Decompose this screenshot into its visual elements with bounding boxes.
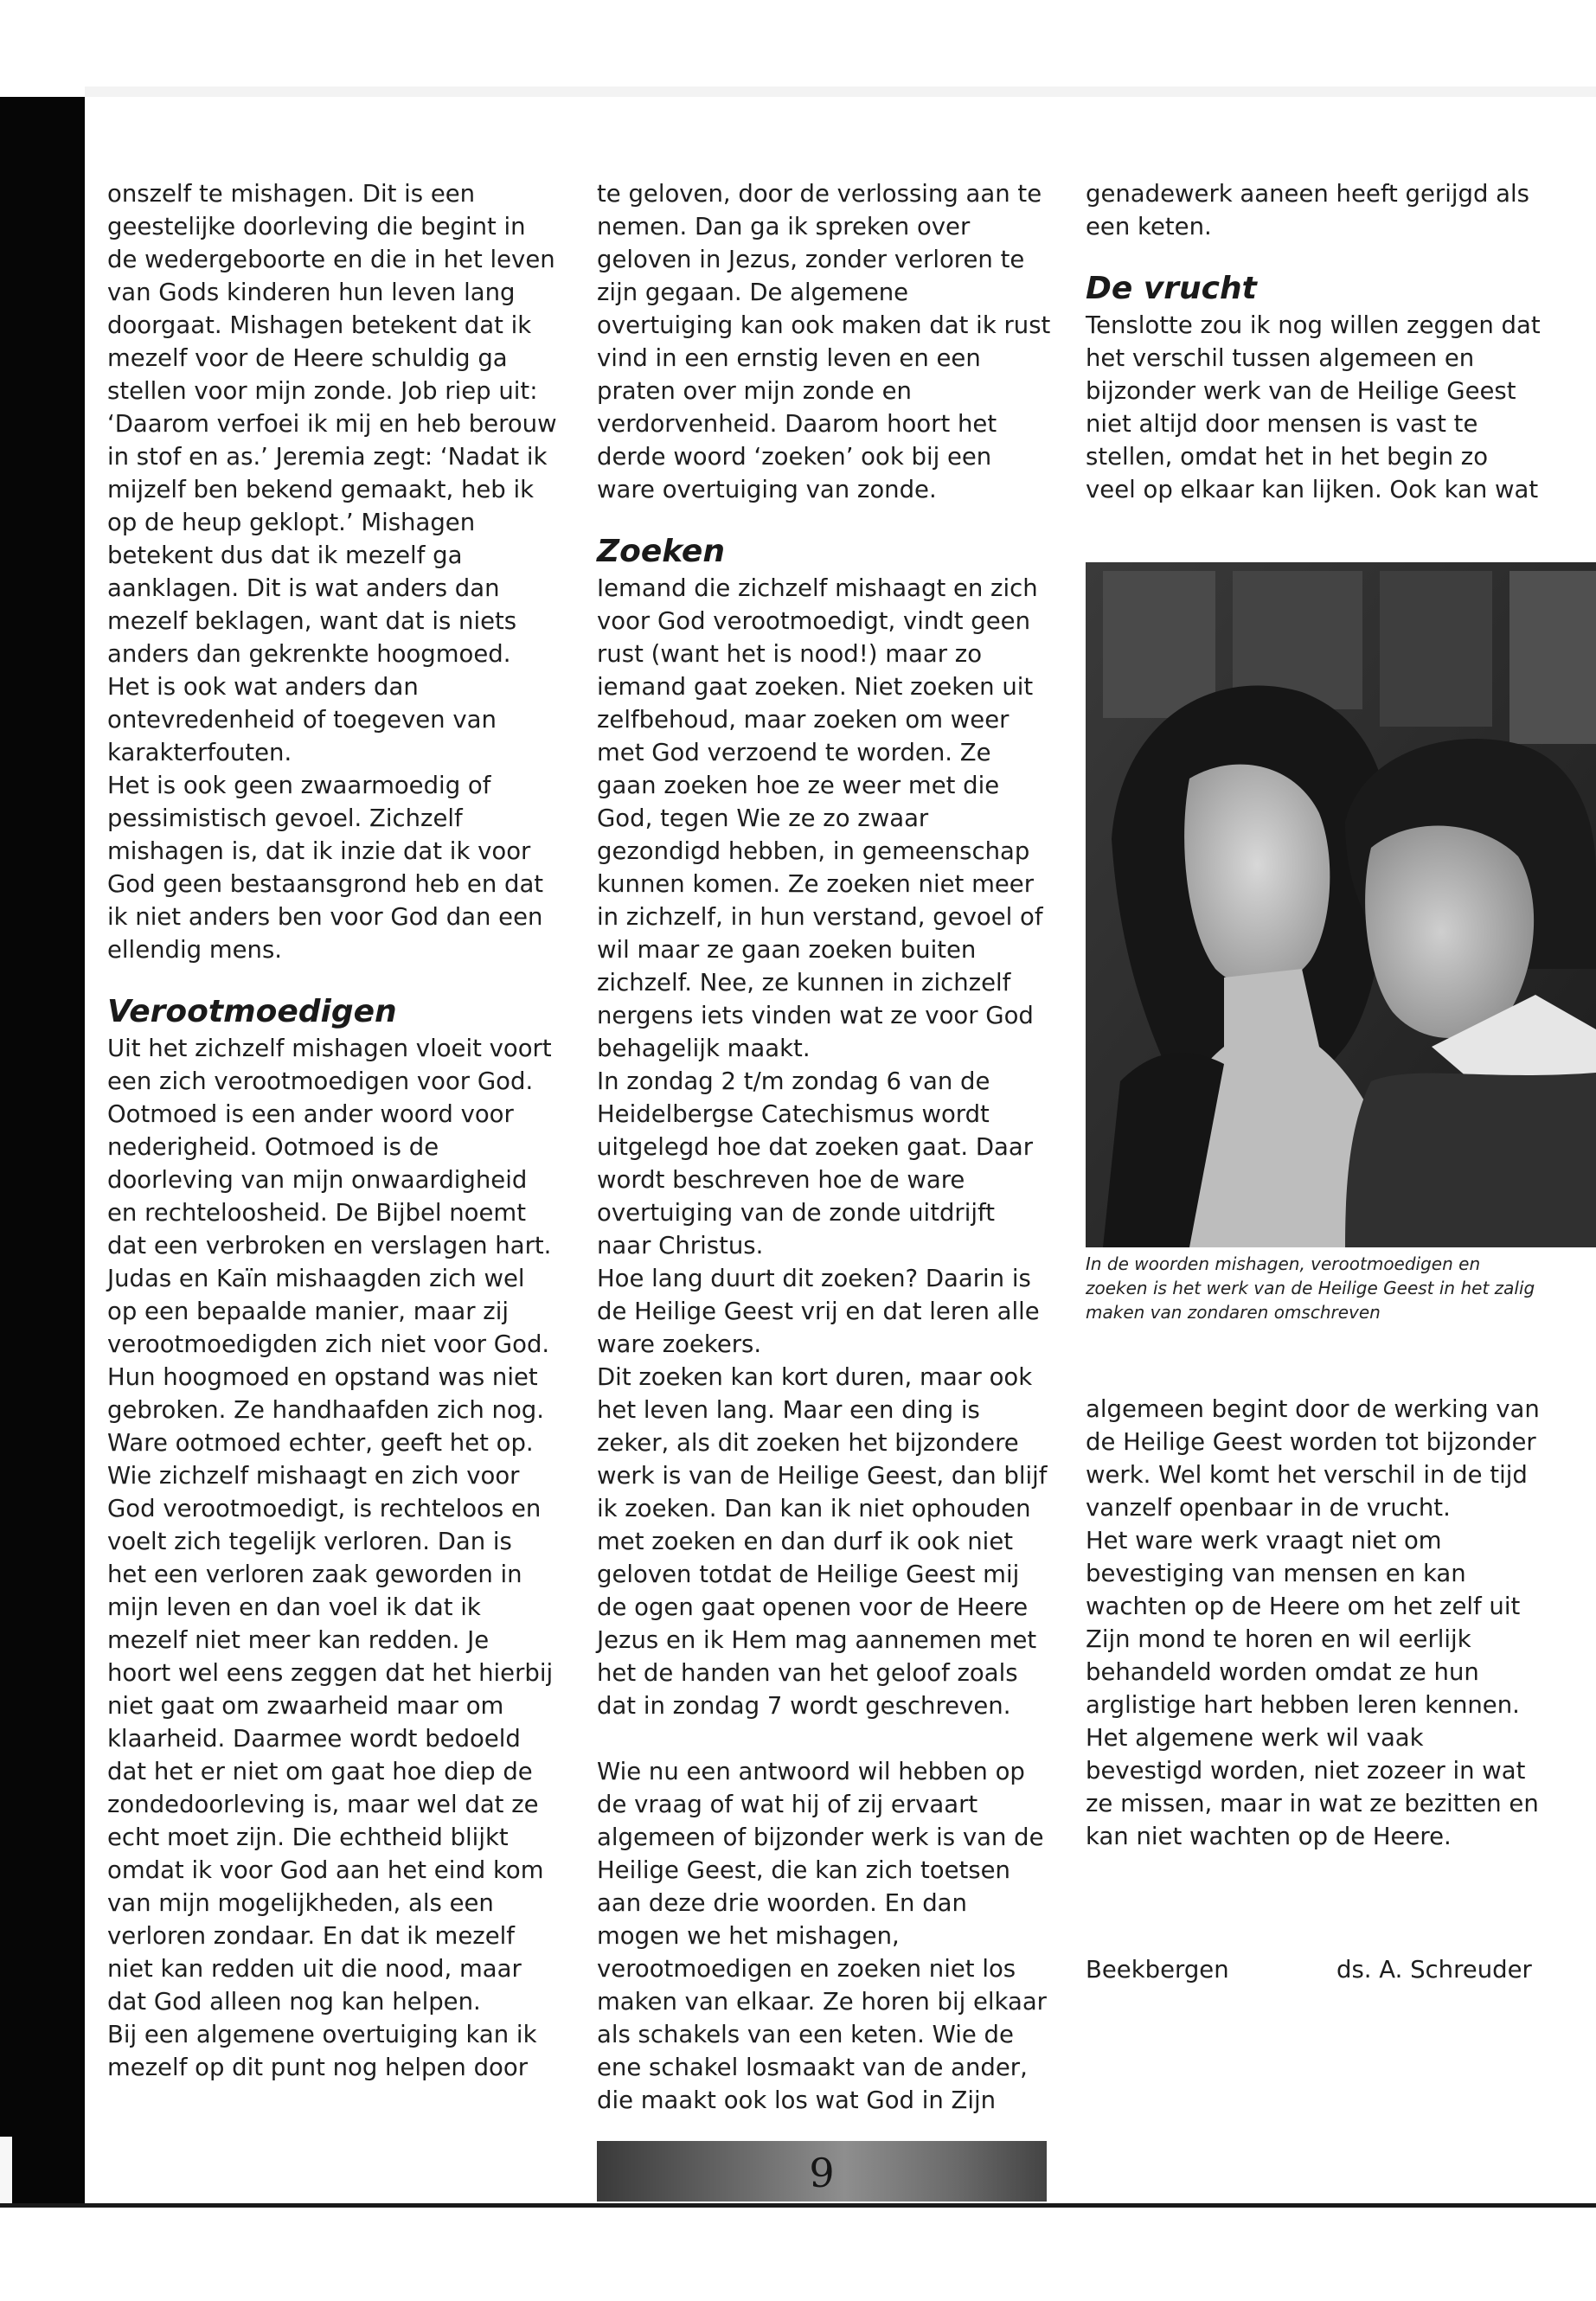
- column-3-bottom: [1086, 1393, 1544, 1853]
- scan-edge-shadow: [0, 97, 85, 2208]
- page-number: 9: [809, 2150, 835, 2196]
- paragraph: Bij een algemene overtuiging kan ik mezelf op dit punt nog helpen door: [107, 2021, 537, 2081]
- section-heading-zoeken: Zoeken: [597, 534, 725, 569]
- page-number-band: [597, 2141, 1047, 2202]
- signature-place: Beekbergen: [1086, 1956, 1229, 1984]
- signature-author: ds. A. Schreuder: [1336, 1956, 1532, 1984]
- paragraph: Wie nu een antwoord wil hebben op de vraag of wat hij of zij ervaart algemeen of bijzonder werk is van de Heilige Geest, die kan zich toetsen aan deze drie woorden. En dan mogen we het mishagen, verootmoedigen en zoeken niet los maken van elkaar. Ze horen bij elkaar als schakels van een keten. Wie de ene schakel losmaakt van de ander, die maakt ook los wat God in Zijn: [597, 1758, 1047, 2114]
- paragraph: Wie zichzelf mishaagt en zich voor God verootmoedigt, is rechteloos en voelt zich tegelijk verloren. Dan is het een verloren zaak geworden in mijn leven en dan voel ik dat ik mezelf niet meer kan redden. Je hoort wel eens zeggen dat het hierbij niet gaat om zwaarheid maar om klaarheid. Daarmee wordt bedoeld dat het er niet om gaat hoe diep de zondedoorleving is, maar wel dat ze echt moet zijn. Die echtheid blijkt omdat ik voor God aan het eind kom van mijn mogelijkheden, als een verloren zondaar. En dat ik mezelf niet kan redden uit die nood, maar dat God alleen nog kan helpen.: [107, 1462, 554, 2016]
- column-3-top: [1086, 177, 1544, 506]
- paragraph: Iemand die zichzelf mishaagt en zich voor God verootmoedigt, vindt geen rust (want het is nood!) maar zo iemand gaat zoeken. Niet zoeken uit zelfbehoud, maar zoeken om weer met God verzoend te worden. Ze gaan zoeken hoe ze weer met die God, tegen Wie ze zo zwaar gezondigd hebben, in gemeenschap kunnen komen. Ze zoeken niet meer in zichzelf, in hun verstand, gevoel of wil maar ze gaan zoeken buiten zichzelf. Nee, ze kunnen in zichzelf nergens iets vinden wat ze voor God behagelijk maakt.: [597, 574, 1043, 1062]
- paragraph: Het ware werk vraagt niet om bevestiging van mensen en kan wachten op de Heere om het zelf uit Zijn mond te horen en wil eerlijk behandeld worden omdat ze hun arglistige hart hebben leren kennen. Het algemene werk wil vaak bevestigd worden, niet zozeer in wat ze missen, maar in wat ze bezitten en kan niet wachten op de Heere.: [1086, 1527, 1539, 1850]
- section-heading-de-vrucht: De vrucht: [1086, 271, 1257, 306]
- paragraph: Het is ook geen zwaarmoedig of pessimistisch gevoel. Zichzelf mishagen is, dat ik inzie dat ik voor God geen bestaansgrond heb en dat ik niet anders ben voor God dan een ellendig mens.: [107, 772, 544, 964]
- scan-edge-gap: [0, 2137, 12, 2208]
- paragraph: Hoe lang duurt dit zoeken? Daarin is de Heilige Geest vrij en dat leren alle ware zoekers.: [597, 1265, 1040, 1358]
- paragraph: algemeen begint door de werking van de Heilige Geest worden tot bijzonder werk. Wel komt het verschil in de tijd vanzelf openbaar in de vrucht.: [1086, 1395, 1540, 1522]
- column-2: [597, 177, 1051, 2117]
- paragraph: Uit het zichzelf mishagen vloeit voort een zich verootmoedigen voor God. Ootmoed is een ander woord voor nederigheid. Ootmoed is de doorleving van mijn onwaardigheid en rechteloosheid. De Bijbel noemt dat een verbroken en verslagen hart. Judas en Kaïn mishaagden zich wel op een bepaalde manier, maar zij verootmoedigden zich niet voor God. Hun hoogmoed en opstand was niet gebroken. Ze handhaafden zich nog. Ware ootmoed echter, geeft het op.: [107, 1035, 552, 1457]
- column-1: [107, 177, 557, 2084]
- page-bottom-edge: [0, 2203, 1596, 2208]
- photo-two-girls: [1086, 562, 1596, 1247]
- paragraph: genadewerk aaneen heeft gerijgd als een keten.: [1086, 180, 1529, 240]
- paragraph: te geloven, door de verlossing aan te nemen. Dan ga ik spreken over geloven in Jezus, zonder verloren te zijn gegaan. De algemene overtuiging kan ook maken dat ik rust vind in een ernstig leven en een praten over mijn zonde en verdorvenheid. Daarom hoort het derde woord ‘zoeken’ ook bij een ware overtuiging van zonde.: [597, 180, 1051, 503]
- section-heading-verootmoedigen: Verootmoedigen: [107, 994, 397, 1029]
- paragraph: In zondag 2 t/m zondag 6 van de Heidelbergse Catechismus wordt uitgelegd hoe dat zoeken gaat. Daar wordt beschreven hoe de ware overtuiging van de zonde uitdrijft naar Christus.: [597, 1067, 1034, 1259]
- photo-caption: In de woorden mishagen, verootmoedigen en zoeken is het werk van de Heilige Geest in het zalig maken van zondaren omschreven: [1086, 1253, 1535, 1323]
- paragraph: Dit zoeken kan kort duren, maar ook het leven lang. Maar een ding is zeker, als dit zoeken het bijzondere werk is van de Heilige Geest, dan blijf ik zoeken. Dan kan ik niet ophouden met zoeken en dan durf ik ook niet geloven totdat de Heilige Geest mij de ogen gaat openen voor de Heere Jezus en ik Hem mag aannemen met het de handen van het geloof zoals dat in zondag 7 wordt geschreven.: [597, 1363, 1048, 1720]
- paragraph: onszelf te mishagen. Dit is een geestelijke doorleving die begint in de wedergeboorte en die in het leven van Gods kinderen hun leven lang doorgaat. Mishagen betekent dat ik mezelf voor de Heere schuldig ga stellen voor mijn zonde. Job riep uit: ‘Daarom verfoei ik mij en heb berouw in stof en as.’ Jeremia zegt: ‘Nadat ik mijzelf ben bekend gemaakt, heb ik op de heup geklopt.’ Mishagen betekent dus dat ik mezelf ga aanklagen. Dit is wat anders dan mezelf beklagen, want dat is niets anders dan gekrenkte hoogmoed. Het is ook wat anders dan ontevredenheid of toegeven van karakterfouten.: [107, 180, 557, 766]
- scan-margin: [85, 87, 1596, 97]
- paragraph: Tenslotte zou ik nog willen zeggen dat het verschil tussen algemeen en bijzonder werk van de Heilige Geest niet altijd door mensen is vast te stellen, omdat het in het begin zo veel op elkaar kan lijken. Ook kan wat: [1086, 311, 1541, 503]
